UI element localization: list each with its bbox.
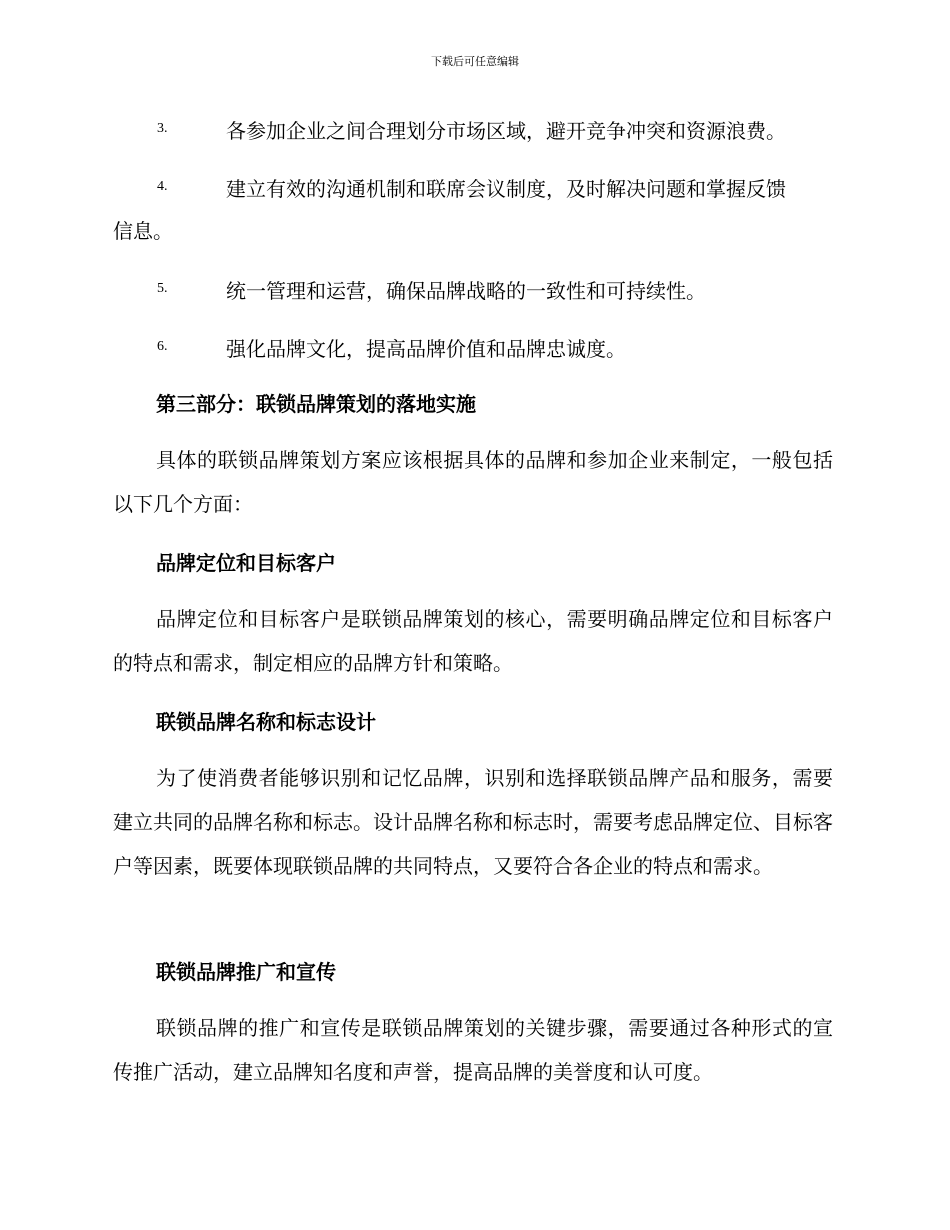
list-text: 强化品牌文化，提高品牌价值和品牌忠诚度。	[226, 336, 626, 361]
list-text: 统一管理和运营，确保品牌战略的一致性和可持续性。	[226, 278, 706, 303]
topic-body: 品牌定位和目标客户是联锁品牌策划的核心，需要明确品牌定位和目标客户的特点和需求，制定相应的品牌方针和策略。	[113, 607, 833, 675]
list-text-continued: 信息。	[113, 219, 173, 243]
list-number: 4.	[157, 179, 168, 194]
topic-body: 联锁品牌的推广和宣传是联锁品牌策划的关键步骤，需要通过各种形式的宣传推广活动，建立品牌知名度和声誉，提高品牌的美誉度和认可度。	[113, 1016, 833, 1084]
topic-heading: 联锁品牌推广和宣传	[156, 960, 336, 984]
topic-heading: 品牌定位和目标客户	[156, 551, 336, 575]
page-header: 下载后可任意编辑	[431, 55, 519, 68]
list-item	[113, 332, 833, 362]
section-intro: 具体的联锁品牌策划方案应该根据具体的品牌和参加企业来制定，一般包括以下几个方面：	[113, 448, 833, 516]
section-title: 第三部分：联锁品牌策划的落地实施	[156, 392, 476, 416]
topic-body: 为了使消费者能够识别和记忆品牌，识别和选择联锁品牌产品和服务，需要建立共同的品牌名称和标志。设计品牌名称和标志时，需要考虑品牌定位、目标客户等因素，既要体现联锁品牌的共同特点，又要符合各企业的特点和需求。	[113, 766, 833, 878]
list-number: 6.	[157, 339, 168, 354]
list-item	[113, 274, 833, 304]
list-text: 各参加企业之间合理划分市场区域，避开竞争冲突和资源浪费。	[226, 118, 786, 143]
topic-heading: 联锁品牌名称和标志设计	[156, 710, 376, 734]
list-text: 建立有效的沟通机制和联席会议制度，及时解决问题和掌握反馈	[226, 176, 786, 201]
list-number: 5.	[157, 281, 168, 296]
list-number: 3.	[157, 121, 168, 136]
list-item	[113, 114, 833, 144]
list-item	[113, 172, 833, 246]
